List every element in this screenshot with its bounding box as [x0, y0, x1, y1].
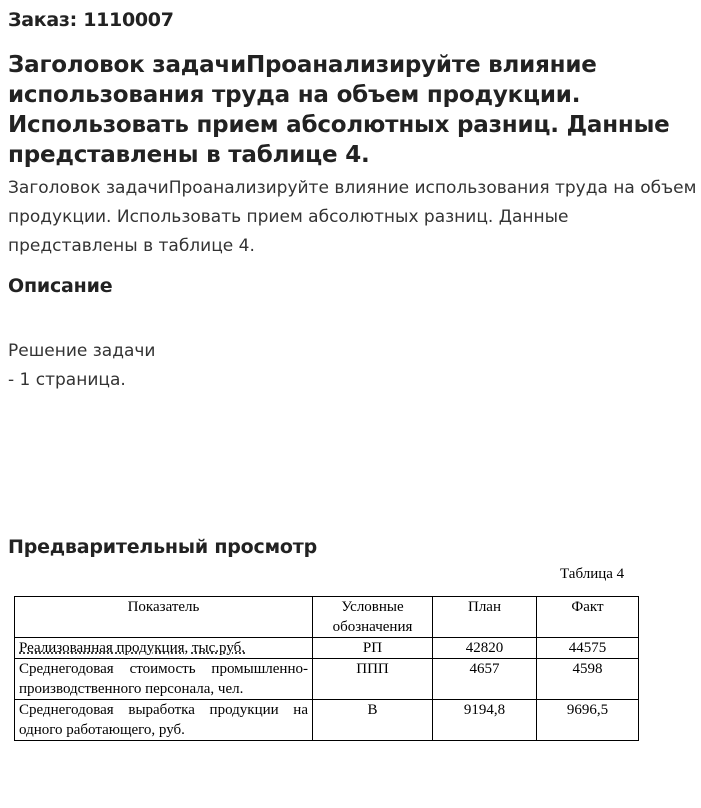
- indicator-cell: Среднегодовая выработка продукции на одного работающего, руб.: [15, 700, 313, 741]
- indicator-cell: Среднегодовая стоимость промышленно-производственного персонала, чел.: [15, 659, 313, 700]
- solution-line: Решение задачи: [8, 341, 156, 361]
- column-header: Факт: [537, 597, 639, 638]
- indicator-name: Реализованная продукция, тыс.руб.: [19, 640, 246, 656]
- symbol-cell: ППП: [313, 659, 433, 700]
- symbol-cell: В: [313, 700, 433, 741]
- order-number: Заказ: 1110007: [8, 9, 174, 31]
- table-caption: Таблица 4: [560, 566, 625, 582]
- table-row: [15, 638, 639, 659]
- fact-cell: 9696,5: [537, 700, 639, 741]
- symbol-cell: РП: [313, 638, 433, 659]
- column-header: Показатель: [15, 597, 313, 638]
- plan-cell: 4657: [433, 659, 537, 700]
- table-header-row: [15, 597, 639, 638]
- preview-table: [14, 596, 639, 741]
- plan-cell: 9194,8: [433, 700, 537, 741]
- fact-cell: 4598: [537, 659, 639, 700]
- description-heading: Описание: [8, 275, 113, 297]
- pages-line: - 1 страница.: [8, 370, 126, 390]
- plan-cell: 42820: [433, 638, 537, 659]
- preview-heading: Предварительный просмотр: [8, 536, 317, 558]
- column-header: Условные обозначения: [313, 597, 433, 638]
- table-row: [15, 700, 639, 741]
- column-header: План: [433, 597, 537, 638]
- fact-cell: 44575: [537, 638, 639, 659]
- indicator-cell: [15, 638, 313, 659]
- task-text: Заголовок задачиПроанализируйте влияние использования труда на объем продукции. Использовать прием абсолютных разниц. Данные представлены в таблице 4.: [8, 178, 697, 256]
- description-body: [8, 337, 155, 395]
- table-row: [15, 659, 639, 700]
- page-title: Заголовок задачиПроанализируйте влияние использования труда на объем продукции. Использовать прием абсолютных разниц. Данные представлены в таблице 4.: [8, 52, 670, 168]
